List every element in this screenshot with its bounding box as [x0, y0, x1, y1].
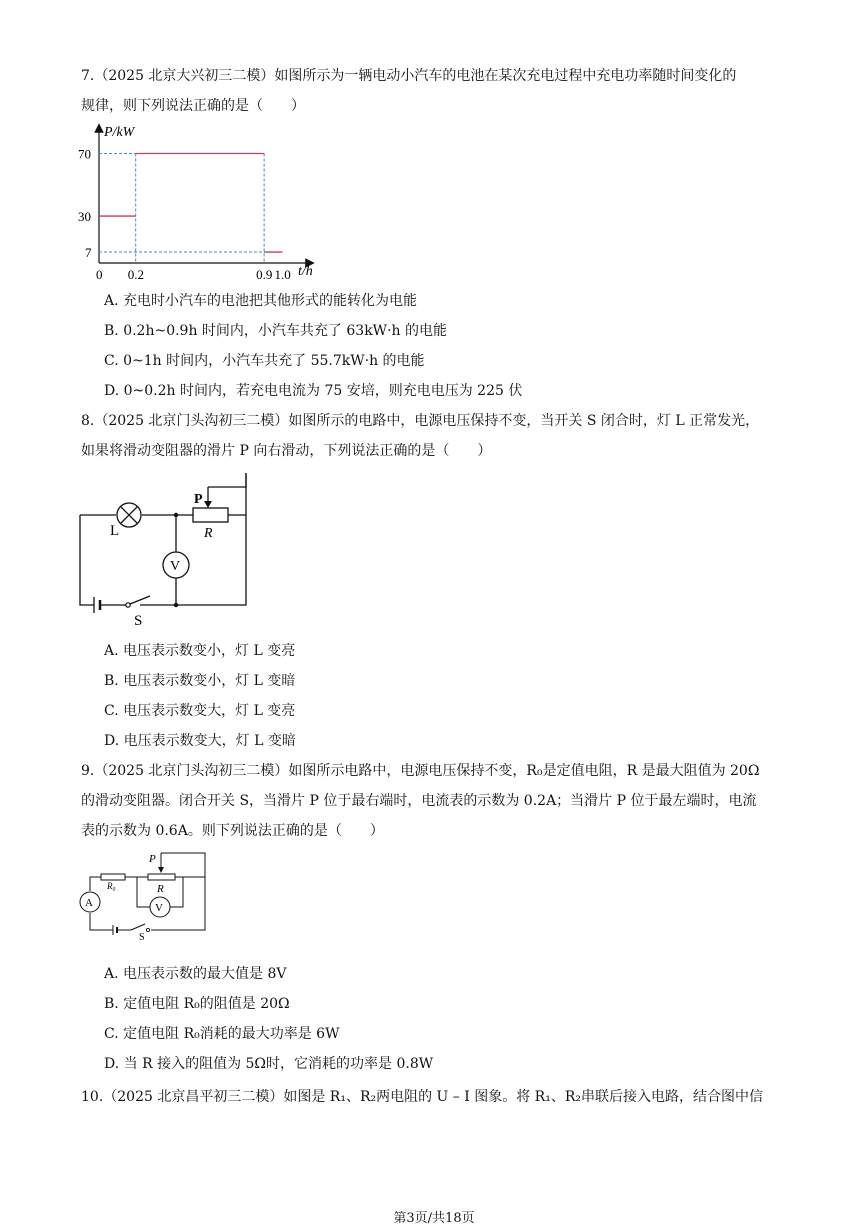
fixed-resistor-icon	[101, 874, 125, 880]
q7-x-tick-1: 0.2	[127, 267, 144, 282]
page-footer: 第3页/共18页	[393, 1211, 475, 1226]
q8-option-b: B. 电压表示数变小，灯 L 变暗	[104, 673, 296, 689]
q7-stem-line2: 规律，则下列说法正确的是（ ）	[81, 98, 305, 114]
q9-option-c: C. 定值电阻 R₀消耗的最大功率是 6W	[104, 1026, 340, 1042]
q8-rheostat-label: R	[204, 526, 213, 541]
q8-circuit-diagram	[70, 468, 260, 628]
q7-option-a: A. 充电时小汽车的电池把其他形式的能转化为电能	[104, 293, 418, 309]
svg-text:A: A	[85, 897, 93, 909]
q8-slider-label: P	[194, 492, 203, 507]
q7-option-b: B. 0.2h~0.9h 时间内，小汽车共充了 63kW·h 的电能	[104, 323, 447, 339]
switch-icon	[131, 924, 150, 932]
q7-y-label: P/kW	[104, 125, 135, 140]
q8-stem-line1: 8.（2025 北京门头沟初三二模）如图所示的电路中，电源电压保持不变，当开关 S 闭合时，灯 L 正常发光，	[81, 413, 760, 429]
q7-y-tick-1: 30	[78, 209, 91, 225]
lamp-icon	[117, 503, 141, 527]
q7-x-tick-3: 1.0	[274, 267, 291, 282]
q8-option-a: A. 电压表示数变小，灯 L 变亮	[104, 643, 296, 659]
q9-option-a: A. 电压表示数的最大值是 8V	[104, 966, 287, 982]
q9-option-b: B. 定值电阻 R₀的阻值是 20Ω	[104, 996, 290, 1012]
q8-lamp-label: L	[110, 523, 120, 539]
q9-stem-line3: 表的示数为 0.6A。则下列说法正确的是（ ）	[81, 823, 384, 839]
q9-option-d: D. 当 R 接入的阻值为 5Ω时，它消耗的功率是 0.8W	[104, 1056, 434, 1072]
q9-circuit-diagram	[75, 848, 215, 944]
q9-switch-label: S	[139, 932, 145, 943]
svg-text:V: V	[155, 902, 163, 914]
q8-switch-label: S	[134, 613, 143, 628]
voltmeter-icon	[163, 552, 189, 578]
q7-x-label: t/h	[298, 264, 313, 279]
q8-stem-line2: 如果将滑动变阻器的滑片 P 向右滑动，下列说法正确的是（ ）	[81, 443, 492, 459]
voltmeter-icon	[150, 897, 170, 917]
q8-option-d: D. 电压表示数变大，灯 L 变暗	[104, 733, 296, 749]
q7-x-tick-2: 0.9	[256, 267, 273, 282]
q9-stem-line1: 9.（2025 北京门头沟初三二模）如图所示电路中，电源电压保持不变，R₀是定值电阻，R 是最大阻值为 20Ω	[81, 763, 760, 779]
q7-option-c: C. 0~1h 时间内，小汽车共充了 55.7kW·h 的电能	[104, 353, 425, 369]
q10-stem-line1: 10.（2025 北京昌平初三二模）如图是 R₁、R₂两电阻的 U – I 图象。将 R₁、R₂串联后接入电路，结合图中信	[81, 1089, 763, 1105]
rheostat-icon	[193, 508, 228, 522]
battery-icon	[94, 597, 126, 613]
battery-icon	[113, 925, 131, 935]
q9-stem-line2: 的滑动变阻器。闭合开关 S，当滑片 P 位于最右端时，电流表的示数为 0.2A；当滑片 P 位于最左端时，电流	[81, 793, 757, 809]
q9-rheostat-label: R	[157, 883, 164, 895]
q7-y-tick-2: 70	[78, 146, 91, 162]
ammeter-icon	[80, 892, 100, 912]
q7-stem-line1: 7.（2025 北京大兴初三二模）如图所示为一辆电动小汽车的电池在某次充电过程中充电功率随时间变化的	[81, 68, 737, 84]
q7-power-time-chart	[70, 120, 330, 285]
q7-option-d: D. 0~0.2h 时间内，若充电电流为 75 安培，则充电电压为 225 伏	[104, 383, 523, 399]
q8-option-c: C. 电压表示数变大，灯 L 变亮	[104, 703, 296, 719]
q7-y-tick-0: 7	[85, 245, 92, 261]
q9-slider-label: P	[149, 853, 156, 865]
q7-x-tick-0: 0	[96, 267, 103, 282]
q9-fixed-label: R₀	[107, 881, 116, 891]
rheostat-icon	[148, 874, 175, 880]
svg-text:V: V	[170, 559, 181, 574]
